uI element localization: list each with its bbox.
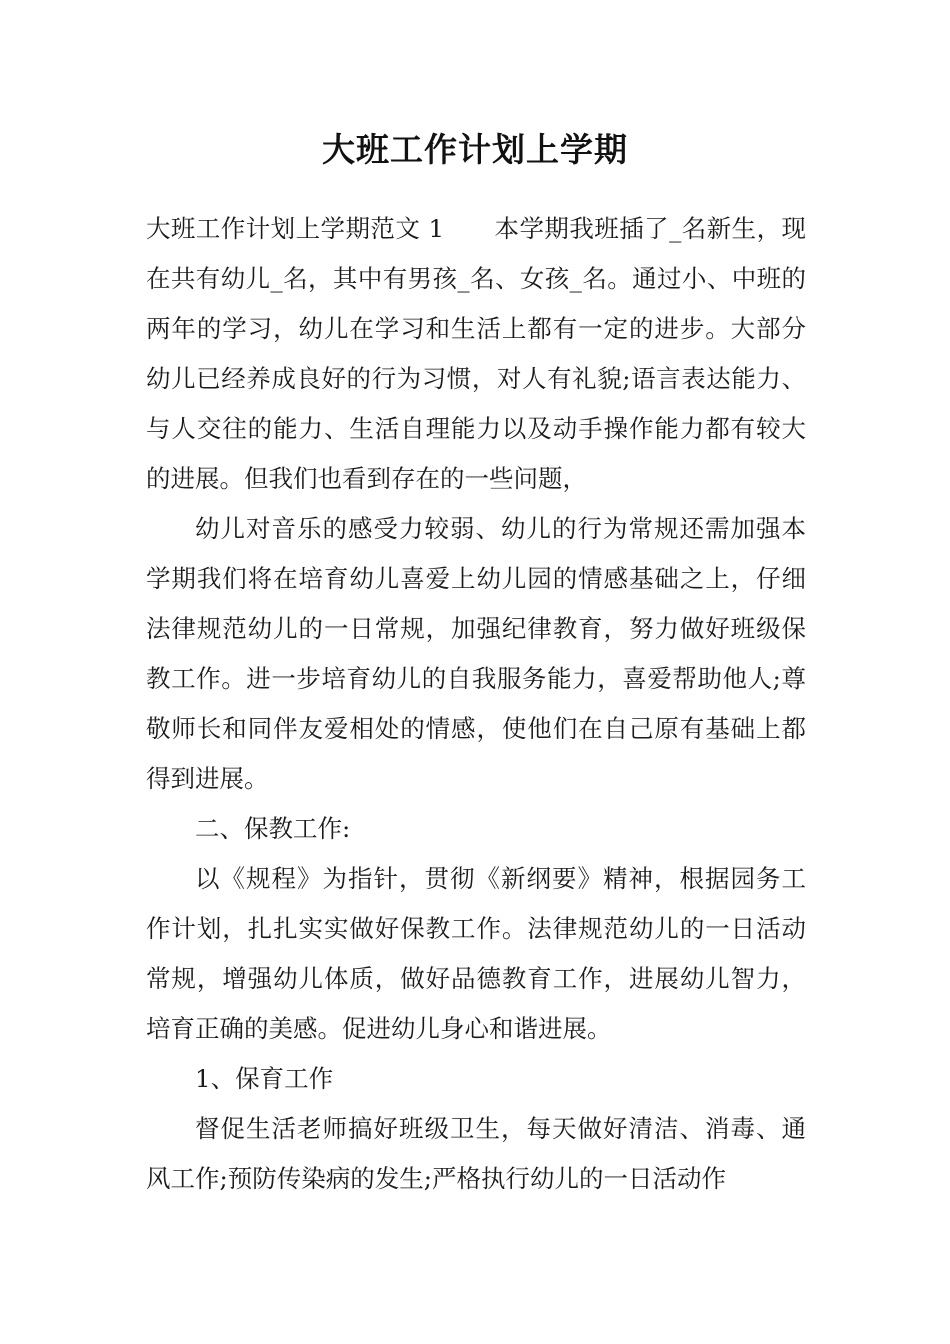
document-title: 大班工作计划上学期 (322, 130, 628, 169)
paragraph-lead: 大班工作计划上学期范文 1 (146, 214, 445, 243)
paragraph-1 (146, 204, 806, 504)
subsection-heading-baoyu: 1、保育工作 (195, 1064, 334, 1093)
paragraph-4: 督促生活老师搞好班级卫生，每天做好清洁、消毒、通风工作;预防传染病的发生;严格执行幼儿的一日活动作 (146, 1114, 806, 1193)
paragraph-2: 幼儿对音乐的感受力较弱、幼儿的行为常规还需加强本学期我们将在培育幼儿喜爱上幼儿园的情感基础之上，仔细法律规范幼儿的一日常规，加强纪律教育，努力做好班级保教工作。进一步培育幼儿的自我服务能力，喜爱帮助他人;尊敬师长和同伴友爱相处的情感，使他们在自己原有基础上都得到进展。 (146, 514, 806, 793)
paragraph-3: 以《规程》为指针，贯彻《新纲要》精神，根据园务工作计划，扎扎实实做好保教工作。法律规范幼儿的一日活动常规，增强幼儿体质，做好品德教育工作，进展幼儿智力，培育正确的美感。促进幼儿身心和谐进展。 (146, 864, 806, 1043)
section-heading-baojiao: 二、保教工作: (195, 814, 351, 843)
paragraph-text: 本学期我班插了_名新生，现在共有幼儿_名，其中有男孩_名、女孩_名。通过小、中班的两年的学习，幼儿在学习和生活上都有一定的进步。大部分幼儿已经养成良好的行为习惯，对人有礼貌;语言表达能力、与人交往的能力、生活自理能力以及动手操作能力都有较大的进展。但我们也看到存在的一些问题， (146, 214, 807, 493)
document-body (146, 204, 806, 1204)
